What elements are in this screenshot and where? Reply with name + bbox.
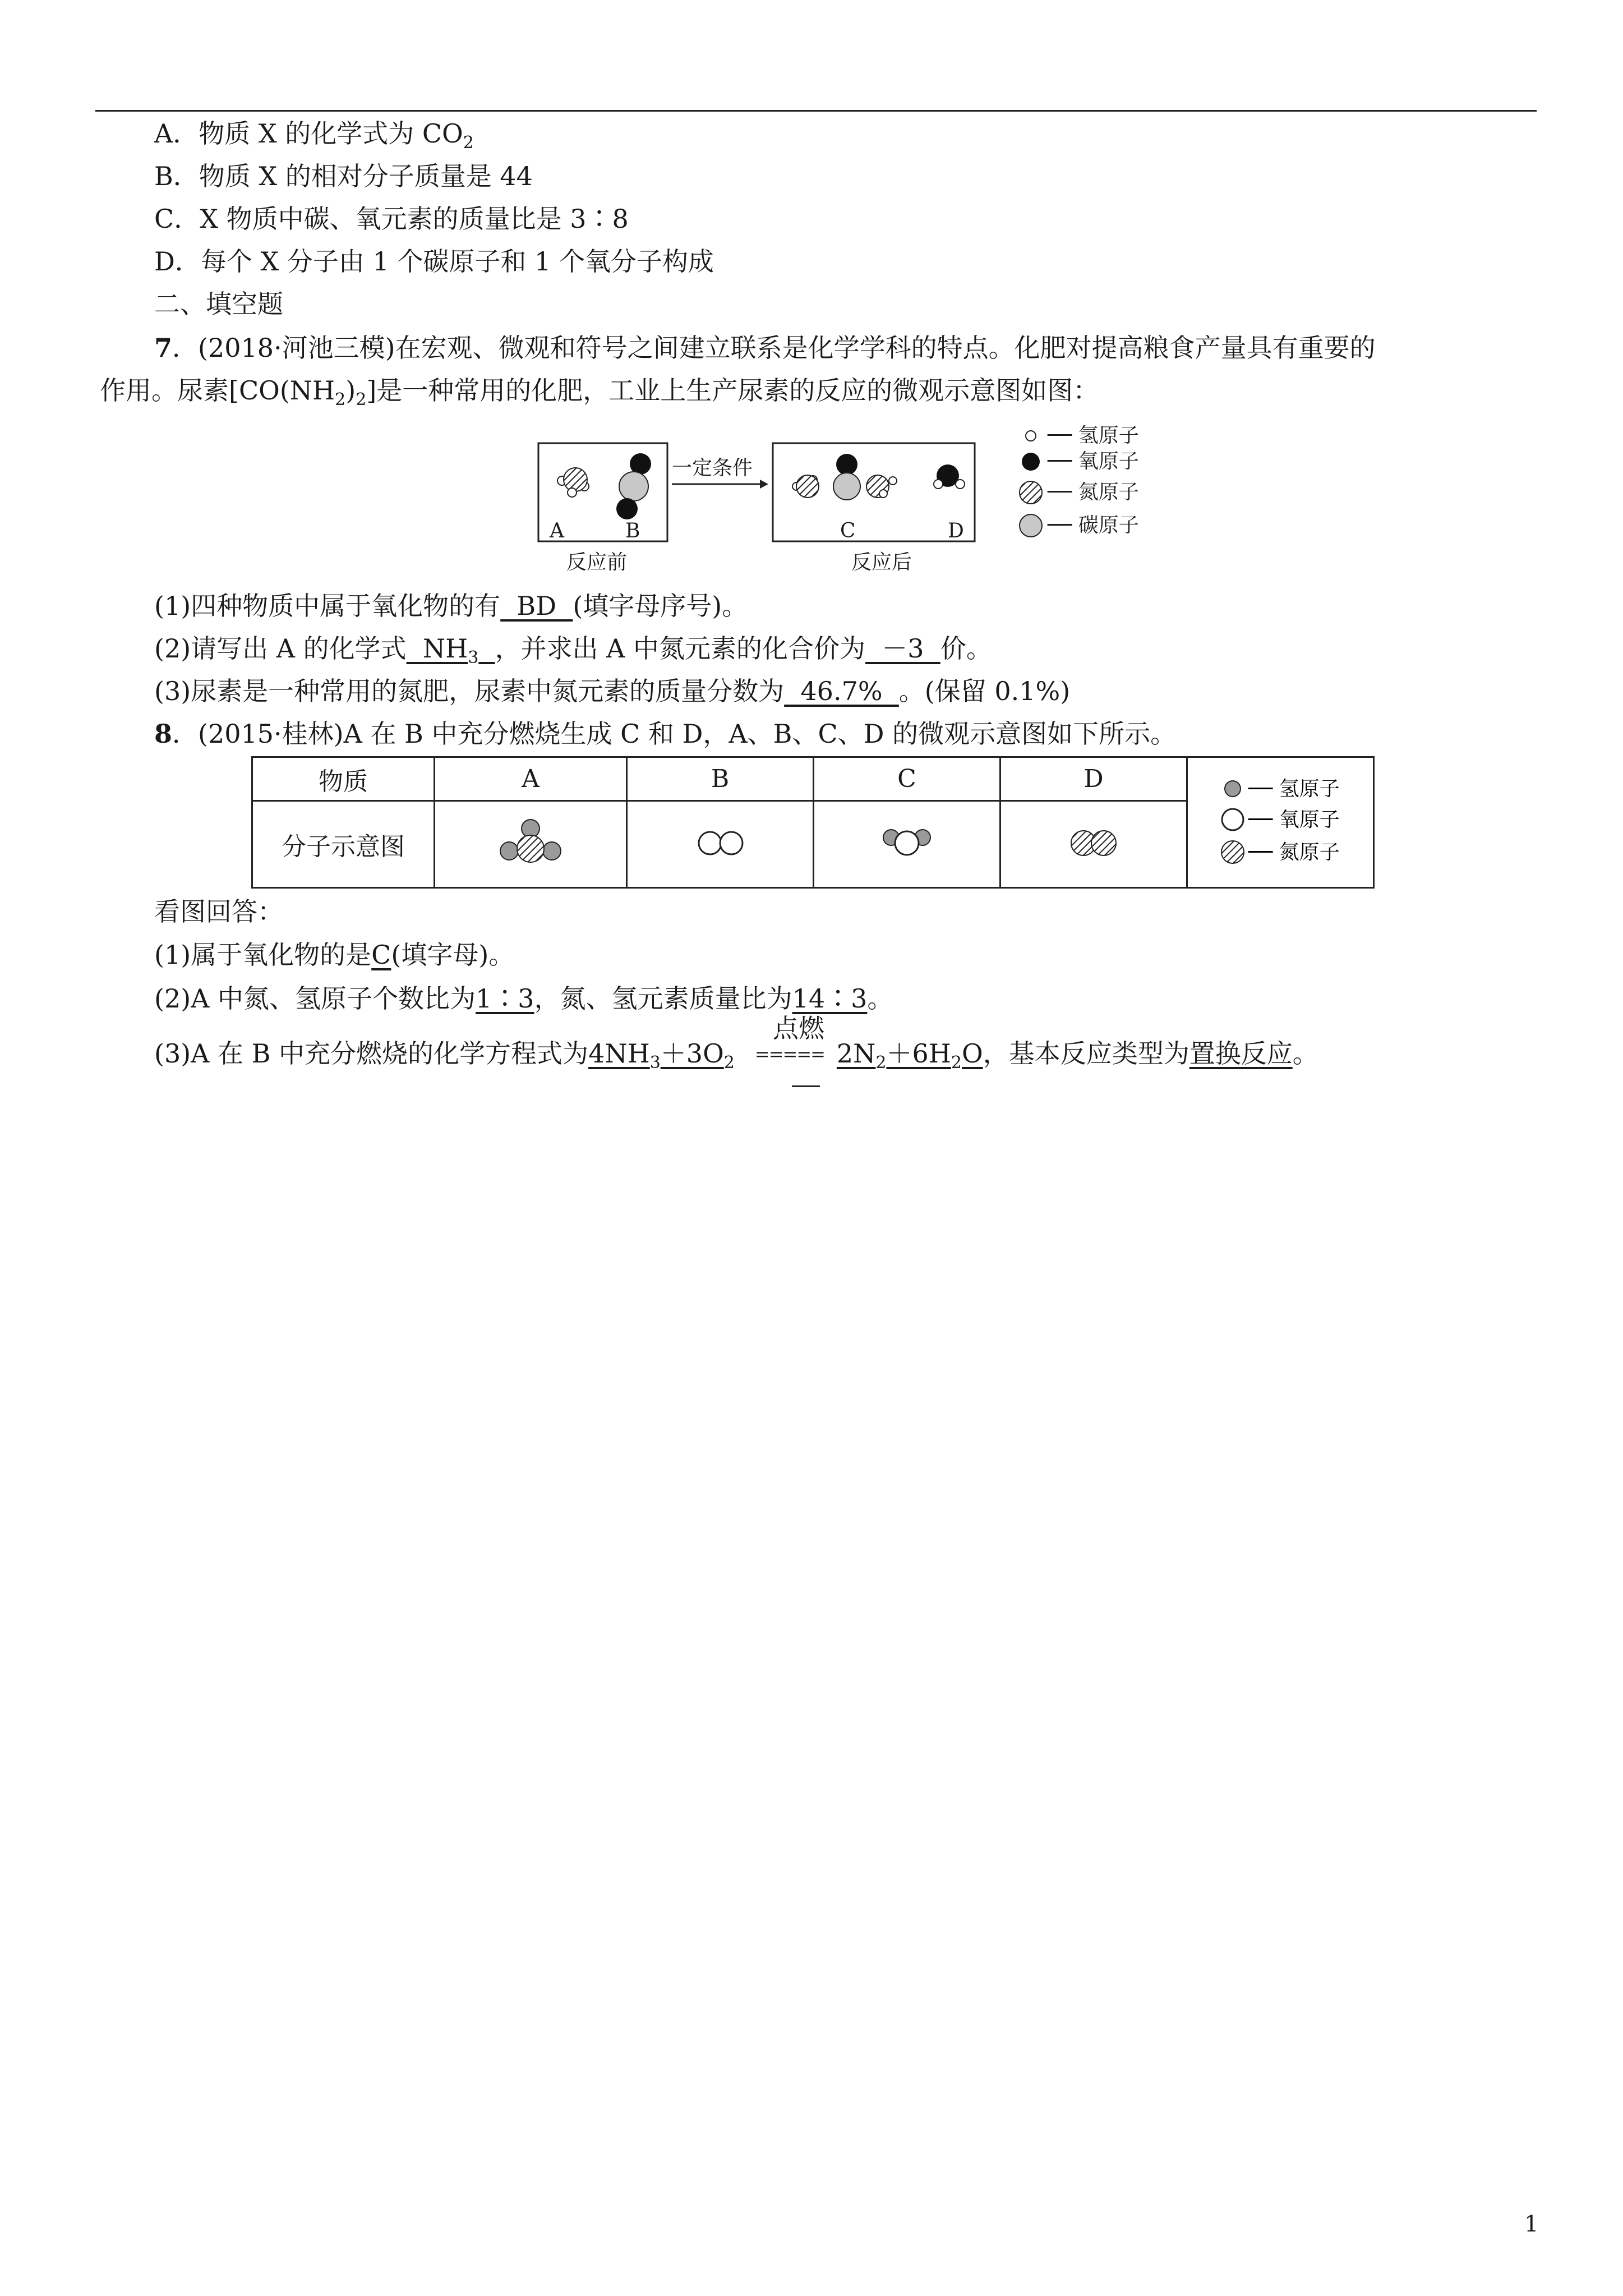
legend8-oxygen-label: ── 氧原子 — [1248, 808, 1340, 831]
q7-sub2-answer2: －3 — [865, 633, 940, 664]
q7-stem-text2c: ]是一种常用的化肥，工业上生产尿素的反应的微观示意图如图： — [366, 375, 1099, 406]
eq-right-sub2: 2 — [951, 1053, 962, 1073]
q8-stem — [154, 717, 1176, 751]
molecule-d-cell — [1000, 801, 1187, 888]
eq-left-a: 4NH — [588, 1038, 650, 1069]
q7-sub3-prefix: (3)尿素是一种常用的氮肥，尿素中氮元素的质量分数为 — [154, 676, 785, 706]
q7-sub1-suffix: (填字母序号)。 — [573, 591, 748, 621]
q7-stem-sub2: 2 — [356, 390, 367, 409]
equation-left — [588, 1038, 735, 1073]
legend8-nitrogen-symbol — [1221, 841, 1244, 863]
eq-right-sub1: 2 — [875, 1053, 887, 1073]
q7-sub2 — [154, 632, 992, 675]
label-a: A — [550, 519, 564, 542]
q7-sub2-mid: ，并求出 A 中氮元素的化合价为 — [495, 633, 866, 664]
q7-sub3 — [154, 674, 1070, 708]
q8-legend-svg — [1188, 758, 1373, 887]
molecule-b-cell — [627, 801, 814, 888]
q8-sub2-suffix: 。 — [867, 983, 893, 1014]
legend8-hydrogen-label: ── 氢原子 — [1248, 777, 1340, 800]
header-c: C — [814, 757, 1000, 801]
row-label: 分子示意图 — [252, 801, 435, 888]
q8-sub3-mid: ，基本反应类型为 — [983, 1038, 1189, 1069]
q8-sub3-prefix: (3)A 在 B 中充分燃烧的化学方程式为 — [154, 1038, 589, 1069]
option-c: C．X 物质中碳、氧元素的质量比是 3∶8 — [154, 204, 629, 234]
section-title: 二、填空题 — [154, 289, 283, 319]
option-d: D．每个 X 分子由 1 个碳原子和 1 个氧分子构成 — [154, 246, 714, 277]
q7-sub1-answer: BD — [500, 591, 573, 621]
molecule-a-nh3 — [486, 811, 575, 872]
q7-sub1-prefix: (1)四种物质中属于氧化物的有 — [154, 591, 501, 621]
q8-stem-text: ．(2015·桂林)A 在 B 中充分燃烧生成 C 和 D，A、B、C、D 的微观示意图如下所示。 — [172, 719, 1177, 749]
table-header-row — [252, 757, 1374, 801]
equation-right — [836, 1038, 983, 1073]
d-hydrogen-2 — [956, 480, 965, 489]
molecule-c-cell — [814, 801, 1000, 888]
q8-sub2-mid: ，氮、氢元素质量比为 — [534, 983, 792, 1014]
header-d: D — [1000, 757, 1187, 801]
eq-left-sub2: 2 — [723, 1053, 735, 1073]
header-a: A — [435, 757, 627, 801]
q7-sub1 — [154, 589, 748, 623]
eq-right-c: O — [961, 1038, 983, 1069]
molecule-d-n2 — [1049, 811, 1138, 872]
header-b: B — [627, 757, 814, 801]
a-nitrogen — [564, 468, 587, 491]
q7-stem-line2 — [100, 374, 1099, 417]
eq-condition: 点燃 — [773, 1013, 824, 1043]
eq-right-a: 2N — [836, 1038, 876, 1069]
eq-underbar — [792, 1085, 820, 1087]
label-b: B — [625, 519, 640, 542]
eq-right-b: ＋6H — [886, 1038, 951, 1069]
q8-sub2-prefix: (2)A 中氮、氢原子个数比为 — [154, 983, 476, 1014]
q7-stem-text2a: 作用。尿素[CO(NH — [100, 375, 335, 406]
eq-left-b: ＋3O — [660, 1038, 724, 1069]
b-carbon — [619, 472, 648, 501]
molecule-b-o2 — [675, 811, 765, 872]
label-d: D — [948, 519, 964, 542]
q7-sub2-answer-b — [478, 633, 495, 664]
legend-hydrogen-label: ── 氢原子 — [1048, 424, 1139, 447]
arrow-head — [760, 480, 768, 489]
molecule-a-cell — [435, 801, 627, 888]
header-substance: 物质 — [252, 757, 435, 801]
legend-carbon-symbol — [1020, 514, 1042, 537]
q8-sub3 — [154, 1037, 1318, 1080]
q7-number: 7 — [154, 333, 173, 363]
c-hydrogen-3 — [889, 477, 897, 485]
q8-molecule-table — [251, 756, 1375, 889]
option-b: B．物质 X 的相对分子质量是 44 — [154, 161, 533, 191]
page-number: 1 — [1524, 2211, 1539, 2237]
legend-oxygen-symbol — [1022, 453, 1040, 471]
c-oxygen — [836, 454, 857, 475]
legend8-hydrogen-symbol — [1225, 781, 1241, 797]
eq-left-sub1: 3 — [649, 1053, 661, 1073]
reaction-condition: 一定条件 — [672, 457, 753, 480]
q8-sub1 — [154, 938, 514, 972]
before-caption: 反应前 — [566, 551, 628, 574]
option-a-text: A．物质 X 的化学式为 CO — [154, 118, 463, 149]
q8-sub2 — [154, 982, 893, 1015]
q8-sub3-answer2: 置换反应 — [1189, 1038, 1293, 1069]
q8-sub2-answer1: 1∶3 — [476, 983, 534, 1014]
q7-stem-text2b: ) — [345, 375, 356, 406]
q8-sub1-answer: C — [371, 940, 391, 970]
c-nitrogen-1 — [796, 475, 819, 498]
c-hydrogen-4 — [879, 490, 887, 498]
q8-sub1-suffix: (填字母)。 — [391, 940, 515, 970]
legend-nitrogen-symbol — [1020, 481, 1042, 504]
header-rule — [95, 110, 1537, 112]
option-a — [154, 117, 474, 160]
eq-sign: ===== — [754, 1043, 824, 1065]
q7-sub3-suffix: 。(保留 0.1%) — [898, 676, 1071, 706]
legend-cell — [1187, 757, 1374, 888]
q7-sub2-answer-a: NH — [406, 633, 468, 664]
legend-carbon-label: ── 碳原子 — [1048, 514, 1139, 537]
q7-stem-sub1: 2 — [335, 390, 346, 409]
q7-sub2-prefix: (2)请写出 A 的化学式 — [154, 633, 407, 664]
legend8-nitrogen-label: ── 氮原子 — [1248, 841, 1340, 864]
q7-sub2-suffix: 价。 — [940, 633, 992, 664]
q8-sub2-answer2: 14∶3 — [792, 983, 868, 1014]
legend-hydrogen-symbol — [1026, 431, 1036, 441]
legend-oxygen-label: ── 氧原子 — [1048, 450, 1139, 473]
d-hydrogen-1 — [934, 480, 943, 489]
q7-stem-text1: ．(2018·河池三模)在宏观、微观和符号之间建立联系是化学学科的特点。化肥对提高粮食产量具有重要的 — [172, 333, 1376, 363]
q7-sub2-answer-sub: 3 — [468, 648, 479, 668]
c-carbon — [833, 473, 860, 500]
q8-prompt: 看图回答： — [154, 896, 283, 927]
b-oxygen-2 — [616, 498, 638, 519]
q7-stem-line1 — [154, 331, 1376, 365]
a-hydrogen-3 — [568, 488, 577, 497]
q8-sub3-suffix: 。 — [1292, 1038, 1318, 1069]
legend-nitrogen-label: ── 氮原子 — [1048, 481, 1139, 504]
q7-sub2-answer — [406, 633, 495, 668]
molecule-c-h2o — [862, 811, 952, 872]
q7-reaction-diagram — [533, 418, 1161, 578]
legend8-oxygen-symbol — [1222, 809, 1243, 830]
q8-sub1-prefix: (1)属于氧化物的是 — [154, 940, 372, 970]
q7-sub3-answer: 46.7% — [784, 676, 899, 706]
after-caption: 反应后 — [851, 551, 912, 574]
option-a-subscript: 2 — [463, 133, 474, 153]
label-c: C — [840, 519, 856, 542]
q8-number: 8 — [154, 719, 173, 749]
